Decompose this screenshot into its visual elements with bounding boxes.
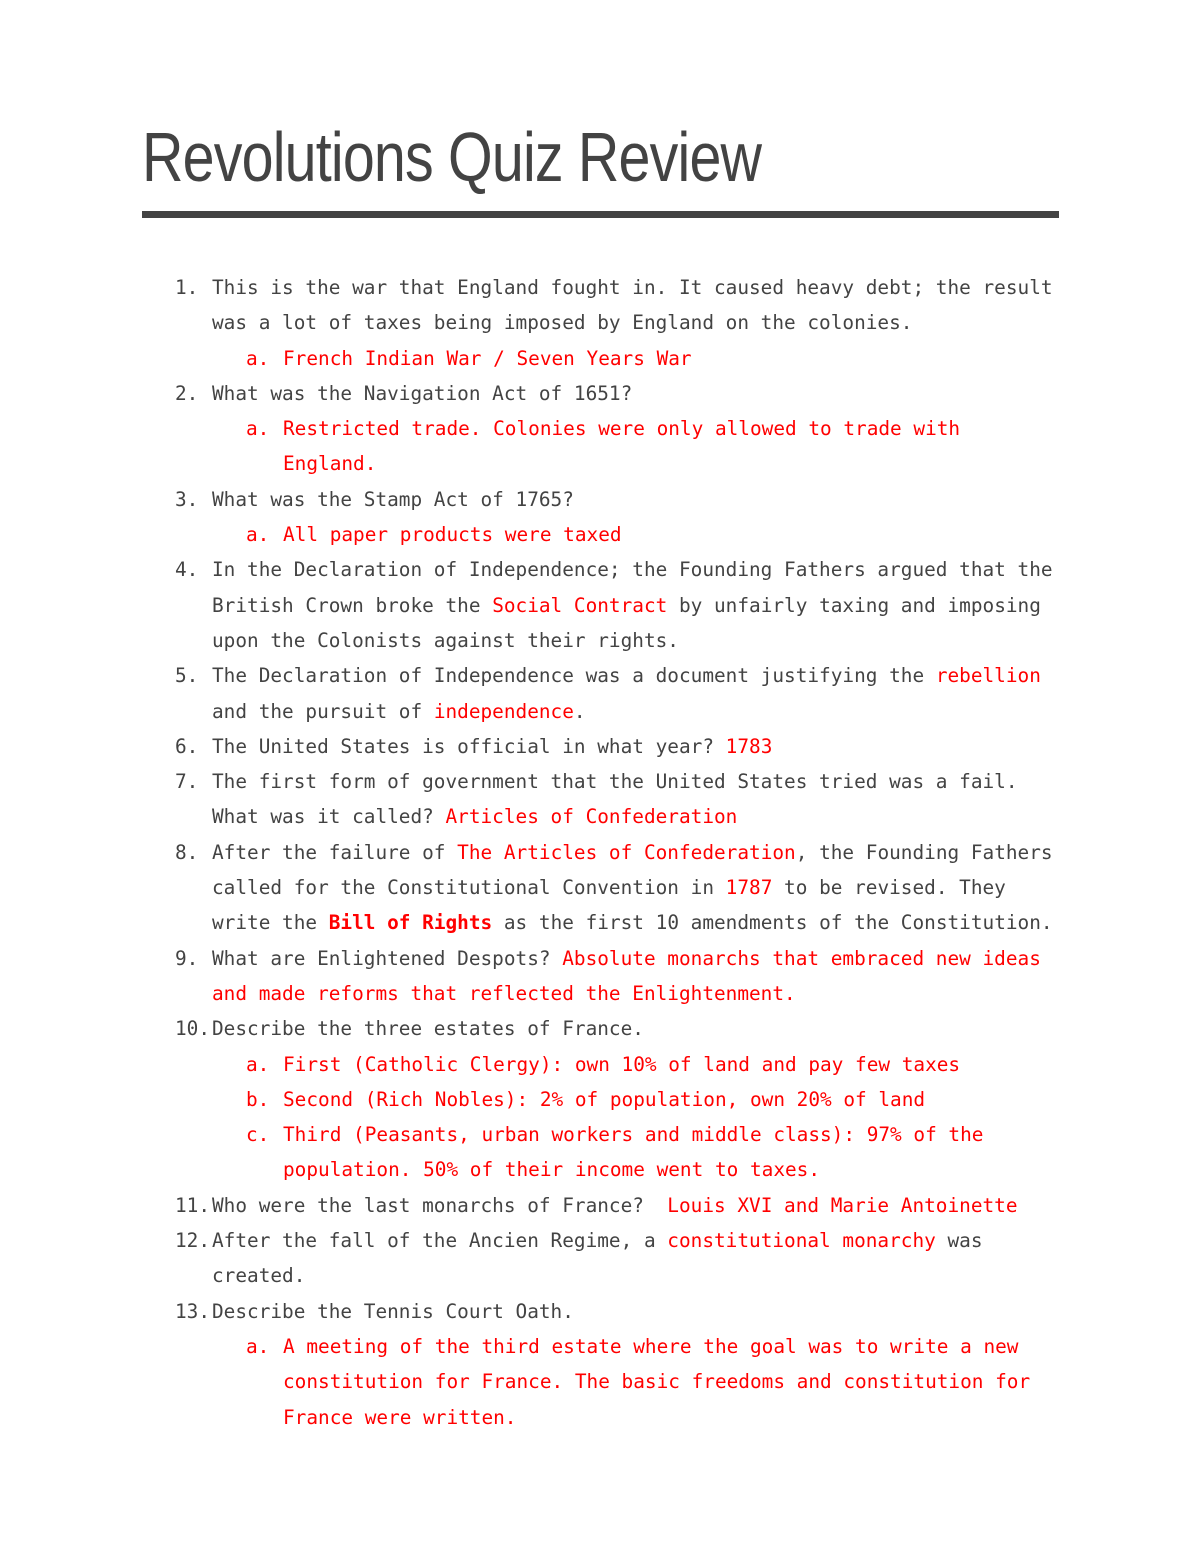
- question-text: What was it called? Articles of Confederation: [212, 805, 738, 829]
- question-text: Who were the last monarchs of France? Louis XVI and Marie Antoinette: [212, 1193, 1018, 1217]
- question-text: and the pursuit of independence.: [212, 699, 586, 723]
- answer-text: Second (Rich Nobles): 2% of population, own 20% of land: [283, 1087, 926, 1111]
- list-item: [0, 1011, 1200, 1046]
- question-text: What was the Stamp Act of 1765?: [212, 487, 574, 511]
- list-item: [0, 376, 1200, 411]
- answer-text: All paper products were taxed: [283, 523, 622, 547]
- question-text: upon the Colonists against their rights.: [212, 628, 679, 652]
- answer-item: [0, 341, 1200, 376]
- answer-text: population. 50% of their income went to taxes.: [283, 1158, 821, 1182]
- answer-text: constitutional monarchy: [667, 1229, 936, 1253]
- item-number: 10.: [175, 1017, 211, 1041]
- list-item: [0, 835, 1200, 870]
- question-text: write the Bill of Rights as the first 10 amendments of the Constitution.: [212, 911, 1053, 935]
- sub-item-marker: c.: [246, 1123, 270, 1147]
- answer-text: rebellion: [935, 664, 1041, 688]
- sub-item-marker: b.: [246, 1087, 270, 1111]
- answer-item: [0, 517, 1200, 552]
- answer-text: Bill of Rights: [328, 911, 493, 935]
- item-number: 9.: [175, 946, 199, 970]
- answer-text: France were written.: [283, 1405, 517, 1429]
- answer-text: Third (Peasants, urban workers and middle class): 97% of the: [283, 1123, 984, 1147]
- item-number: 8.: [175, 840, 199, 864]
- question-text: In the Declaration of Independence; the Founding Fathers argued that the: [212, 558, 1053, 582]
- answer-text: Restricted trade. Colonies were only allowed to trade with: [283, 417, 961, 441]
- list-item: [0, 1188, 1200, 1223]
- list-item: [0, 658, 1200, 693]
- question-text: British Crown broke the Social Contract by unfairly taxing and imposing: [212, 593, 1041, 617]
- item-number: 13.: [175, 1299, 211, 1323]
- item-number: 7.: [175, 770, 199, 794]
- sub-item-marker: a.: [246, 1052, 270, 1076]
- item-number: 1.: [175, 276, 199, 299]
- answer-text: French Indian War / Seven Years War: [283, 346, 692, 370]
- item-number: 6.: [175, 734, 199, 758]
- question-text: The first form of government that the United States tried was a fail.: [212, 770, 1018, 794]
- question-list: [0, 270, 1200, 1435]
- question-text: What was the Navigation Act of 1651?: [212, 381, 633, 405]
- sub-item-marker: a.: [246, 417, 270, 441]
- question-text: created.: [212, 1264, 306, 1288]
- list-item: [0, 729, 1200, 764]
- answer-item: [0, 1117, 1200, 1152]
- question-text: The United States is official in what year? 1783: [212, 734, 773, 758]
- answer-item: [0, 1082, 1200, 1117]
- list-item: [0, 764, 1200, 799]
- answer-text: Articles of Confederation: [445, 805, 738, 829]
- item-number: 2.: [175, 381, 199, 405]
- title-underline: [142, 211, 1059, 218]
- answer-text: 1783: [725, 734, 773, 758]
- item-number: 5.: [175, 664, 199, 688]
- question-text: The Declaration of Independence was a document justifying the rebellion: [212, 664, 1041, 688]
- answer-text: independence: [433, 699, 574, 723]
- question-text: This is the war that England fought in. It caused heavy debt; the result: [212, 276, 1053, 299]
- answer-item: [0, 411, 1200, 446]
- question-text: Describe the three estates of France.: [212, 1017, 644, 1041]
- list-item: [0, 552, 1200, 587]
- answer-item: [0, 1047, 1200, 1082]
- answer-item: [0, 1329, 1200, 1364]
- answer-text: First (Catholic Clergy): own 10% of land and pay few taxes: [283, 1052, 961, 1076]
- list-item: [0, 1294, 1200, 1329]
- answer-text: and made reforms that reflected the Enlightenment.: [212, 981, 796, 1005]
- answer-text: England.: [283, 452, 377, 476]
- list-item: [0, 1223, 1200, 1258]
- question-text: Describe the Tennis Court Oath.: [212, 1299, 574, 1323]
- question-text: After the failure of The Articles of Confederation, the Founding Fathers: [212, 840, 1053, 864]
- sub-item-marker: a.: [246, 1334, 270, 1358]
- answer-text: constitution for France. The basic freedoms and constitution for: [283, 1370, 1031, 1394]
- sub-item-marker: a.: [246, 523, 270, 547]
- list-item: [0, 941, 1200, 976]
- answer-text: The Articles of Confederation: [457, 840, 796, 864]
- answer-text: A meeting of the third estate where the goal was to write a new: [283, 1334, 1019, 1358]
- item-number: 4.: [175, 558, 199, 582]
- question-text: was a lot of taxes being imposed by England on the colonies.: [212, 311, 913, 335]
- list-item: [0, 482, 1200, 517]
- page-title: Revolutions Quiz Review: [142, 118, 762, 196]
- question-text: called for the Constitutional Convention in 1787 to be revised. They: [212, 876, 1006, 900]
- question-text: After the fall of the Ancien Regime, a constitutional monarchy was: [212, 1229, 983, 1253]
- item-number: 3.: [175, 487, 199, 511]
- answer-text: Absolute monarchs that embraced new ideas: [562, 946, 1041, 970]
- sub-item-marker: a.: [246, 346, 270, 370]
- answer-text: Social Contract: [492, 593, 668, 617]
- item-number: 12.: [175, 1229, 211, 1253]
- question-text: What are Enlightened Despots? Absolute monarchs that embraced new ideas: [212, 946, 1041, 970]
- answer-text: 1787: [725, 876, 773, 900]
- item-number: 11.: [175, 1193, 211, 1217]
- list-item: [0, 270, 1200, 305]
- answer-text: Louis XVI and Marie Antoinette: [667, 1193, 1018, 1217]
